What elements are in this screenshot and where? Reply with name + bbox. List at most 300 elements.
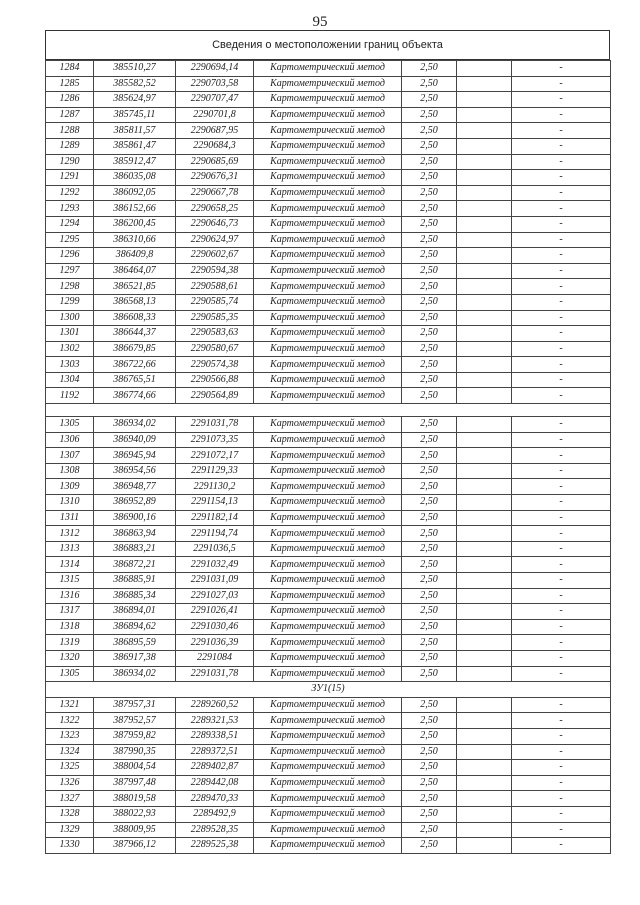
- y-coordinate-cell: 2290694,14: [176, 61, 254, 77]
- accuracy-cell: 2,50: [402, 713, 457, 729]
- empty-cell: [457, 388, 512, 404]
- y-coordinate-cell: 2290667,78: [176, 185, 254, 201]
- x-coordinate-cell: 386200,45: [94, 216, 176, 232]
- y-coordinate-cell: 2291036,39: [176, 635, 254, 651]
- empty-cell: [457, 806, 512, 822]
- y-coordinate-cell: 2290583,63: [176, 326, 254, 342]
- method-cell: Картометрический метод: [254, 310, 402, 326]
- empty-cell: [457, 791, 512, 807]
- x-coordinate-cell: 388004,54: [94, 760, 176, 776]
- x-coordinate-cell: 387959,82: [94, 728, 176, 744]
- y-coordinate-cell: 2290685,69: [176, 154, 254, 170]
- note-cell: -: [512, 294, 611, 310]
- y-coordinate-cell: 2290684,3: [176, 138, 254, 154]
- note-cell: -: [512, 263, 611, 279]
- document-sheet: [45, 30, 610, 854]
- y-coordinate-cell: 2291084: [176, 650, 254, 666]
- empty-cell: [457, 697, 512, 713]
- table-row: [46, 138, 611, 154]
- accuracy-cell: 2,50: [402, 216, 457, 232]
- empty-cell: [457, 232, 512, 248]
- accuracy-cell: 2,50: [402, 635, 457, 651]
- point-number-cell: 1321: [46, 697, 94, 713]
- method-cell: Картометрический метод: [254, 357, 402, 373]
- y-coordinate-cell: 2291026,41: [176, 604, 254, 620]
- accuracy-cell: 2,50: [402, 479, 457, 495]
- method-cell: Картометрический метод: [254, 279, 402, 295]
- y-coordinate-cell: 2290687,95: [176, 123, 254, 139]
- y-coordinate-cell: 2290658,25: [176, 201, 254, 217]
- point-number-cell: 1327: [46, 791, 94, 807]
- accuracy-cell: 2,50: [402, 557, 457, 573]
- point-number-cell: 1288: [46, 123, 94, 139]
- method-cell: Картометрический метод: [254, 604, 402, 620]
- point-number-cell: 1322: [46, 713, 94, 729]
- accuracy-cell: 2,50: [402, 357, 457, 373]
- y-coordinate-cell: 2290701,8: [176, 107, 254, 123]
- table-row: [46, 479, 611, 495]
- x-coordinate-cell: 386310,66: [94, 232, 176, 248]
- x-coordinate-cell: 386765,51: [94, 372, 176, 388]
- x-coordinate-cell: 388009,95: [94, 822, 176, 838]
- note-cell: -: [512, 604, 611, 620]
- x-coordinate-cell: 385912,47: [94, 154, 176, 170]
- method-cell: Картометрический метод: [254, 666, 402, 682]
- note-cell: -: [512, 107, 611, 123]
- empty-cell: [457, 510, 512, 526]
- table-row: [46, 263, 611, 279]
- y-coordinate-cell: 2289470,33: [176, 791, 254, 807]
- accuracy-cell: 2,50: [402, 388, 457, 404]
- point-number-cell: 1326: [46, 775, 94, 791]
- table-row: [46, 588, 611, 604]
- point-number-cell: 1299: [46, 294, 94, 310]
- x-coordinate-cell: 386885,34: [94, 588, 176, 604]
- table-row: [46, 791, 611, 807]
- table-row: [46, 92, 611, 108]
- y-coordinate-cell: 2291032,49: [176, 557, 254, 573]
- x-coordinate-cell: 386409,8: [94, 248, 176, 264]
- x-coordinate-cell: 386885,91: [94, 573, 176, 589]
- empty-cell: [457, 310, 512, 326]
- method-cell: Картометрический метод: [254, 201, 402, 217]
- y-coordinate-cell: 2289492,9: [176, 806, 254, 822]
- accuracy-cell: 2,50: [402, 123, 457, 139]
- table-row: [46, 154, 611, 170]
- method-cell: Картометрический метод: [254, 713, 402, 729]
- point-number-cell: 1300: [46, 310, 94, 326]
- x-coordinate-cell: 386863,94: [94, 526, 176, 542]
- accuracy-cell: 2,50: [402, 341, 457, 357]
- empty-cell: [457, 432, 512, 448]
- table-row: [46, 775, 611, 791]
- table-row: [46, 76, 611, 92]
- x-coordinate-cell: 386092,05: [94, 185, 176, 201]
- table-row: [46, 279, 611, 295]
- x-coordinate-cell: 386035,08: [94, 170, 176, 186]
- y-coordinate-cell: 2290594,38: [176, 263, 254, 279]
- y-coordinate-cell: 2289260,52: [176, 697, 254, 713]
- note-cell: -: [512, 635, 611, 651]
- y-coordinate-cell: 2289372,51: [176, 744, 254, 760]
- empty-cell: [457, 326, 512, 342]
- accuracy-cell: 2,50: [402, 372, 457, 388]
- table-row: [46, 432, 611, 448]
- empty-cell: [457, 775, 512, 791]
- x-coordinate-cell: 386934,02: [94, 666, 176, 682]
- y-coordinate-cell: 2291154,13: [176, 495, 254, 511]
- y-coordinate-cell: 2291072,17: [176, 448, 254, 464]
- table-row: [46, 760, 611, 776]
- point-number-cell: 1289: [46, 138, 94, 154]
- method-cell: Картометрический метод: [254, 806, 402, 822]
- empty-cell: [457, 822, 512, 838]
- point-number-cell: 1285: [46, 76, 94, 92]
- note-cell: -: [512, 463, 611, 479]
- empty-cell: [457, 170, 512, 186]
- note-cell: -: [512, 372, 611, 388]
- note-cell: -: [512, 806, 611, 822]
- x-coordinate-cell: 386895,59: [94, 635, 176, 651]
- x-coordinate-cell: 386948,77: [94, 479, 176, 495]
- empty-cell: [457, 279, 512, 295]
- y-coordinate-cell: 2290580,67: [176, 341, 254, 357]
- note-cell: -: [512, 557, 611, 573]
- point-number-cell: 1324: [46, 744, 94, 760]
- point-number-cell: 1314: [46, 557, 94, 573]
- note-cell: -: [512, 92, 611, 108]
- x-coordinate-cell: 386644,37: [94, 326, 176, 342]
- table-row: [46, 838, 611, 854]
- note-cell: -: [512, 248, 611, 264]
- y-coordinate-cell: 2290707,47: [176, 92, 254, 108]
- empty-cell: [457, 541, 512, 557]
- section-label: ЗУ1(15): [46, 682, 611, 698]
- empty-cell: [457, 107, 512, 123]
- empty-cell: [457, 635, 512, 651]
- y-coordinate-cell: 2291031,09: [176, 573, 254, 589]
- table-row: [46, 697, 611, 713]
- note-cell: -: [512, 357, 611, 373]
- note-cell: -: [512, 713, 611, 729]
- point-number-cell: 1294: [46, 216, 94, 232]
- empty-cell: [457, 76, 512, 92]
- point-number-cell: 1304: [46, 372, 94, 388]
- method-cell: Картометрический метод: [254, 822, 402, 838]
- y-coordinate-cell: 2291129,33: [176, 463, 254, 479]
- accuracy-cell: 2,50: [402, 448, 457, 464]
- x-coordinate-cell: 386774,66: [94, 388, 176, 404]
- accuracy-cell: 2,50: [402, 263, 457, 279]
- note-cell: -: [512, 666, 611, 682]
- accuracy-cell: 2,50: [402, 232, 457, 248]
- method-cell: Картометрический метод: [254, 154, 402, 170]
- accuracy-cell: 2,50: [402, 697, 457, 713]
- method-cell: Картометрический метод: [254, 463, 402, 479]
- y-coordinate-cell: 2290585,35: [176, 310, 254, 326]
- x-coordinate-cell: 386940,09: [94, 432, 176, 448]
- y-coordinate-cell: 2290602,67: [176, 248, 254, 264]
- x-coordinate-cell: 386894,62: [94, 619, 176, 635]
- method-cell: Картометрический метод: [254, 791, 402, 807]
- method-cell: Картометрический метод: [254, 216, 402, 232]
- table-row: [46, 310, 611, 326]
- table-row: [46, 61, 611, 77]
- note-cell: -: [512, 791, 611, 807]
- accuracy-cell: 2,50: [402, 170, 457, 186]
- point-number-cell: 1320: [46, 650, 94, 666]
- note-cell: -: [512, 697, 611, 713]
- note-cell: -: [512, 279, 611, 295]
- accuracy-cell: 2,50: [402, 138, 457, 154]
- accuracy-cell: 2,50: [402, 294, 457, 310]
- accuracy-cell: 2,50: [402, 510, 457, 526]
- point-number-cell: 1297: [46, 263, 94, 279]
- accuracy-cell: 2,50: [402, 185, 457, 201]
- accuracy-cell: 2,50: [402, 61, 457, 77]
- accuracy-cell: 2,50: [402, 666, 457, 682]
- method-cell: Картометрический метод: [254, 495, 402, 511]
- method-cell: Картометрический метод: [254, 744, 402, 760]
- method-cell: Картометрический метод: [254, 123, 402, 139]
- table-row: [46, 123, 611, 139]
- note-cell: -: [512, 448, 611, 464]
- method-cell: Картометрический метод: [254, 185, 402, 201]
- table-row: [46, 185, 611, 201]
- point-number-cell: 1307: [46, 448, 94, 464]
- empty-cell: [457, 263, 512, 279]
- x-coordinate-cell: 385582,52: [94, 76, 176, 92]
- empty-cell: [457, 463, 512, 479]
- method-cell: Картометрический метод: [254, 61, 402, 77]
- table-row: [46, 510, 611, 526]
- note-cell: -: [512, 388, 611, 404]
- point-number-cell: 1309: [46, 479, 94, 495]
- note-cell: -: [512, 232, 611, 248]
- note-cell: -: [512, 216, 611, 232]
- y-coordinate-cell: 2290624,97: [176, 232, 254, 248]
- method-cell: Картометрический метод: [254, 526, 402, 542]
- note-cell: -: [512, 154, 611, 170]
- accuracy-cell: 2,50: [402, 92, 457, 108]
- method-cell: Картометрический метод: [254, 294, 402, 310]
- empty-cell: [457, 154, 512, 170]
- accuracy-cell: 2,50: [402, 791, 457, 807]
- empty-cell: [457, 61, 512, 77]
- point-number-cell: 1311: [46, 510, 94, 526]
- x-coordinate-cell: 385745,11: [94, 107, 176, 123]
- method-cell: Картометрический метод: [254, 372, 402, 388]
- method-cell: Картометрический метод: [254, 760, 402, 776]
- empty-cell: [457, 666, 512, 682]
- table-row: [46, 294, 611, 310]
- point-number-cell: 1192: [46, 388, 94, 404]
- table-row: [46, 232, 611, 248]
- method-cell: Картометрический метод: [254, 263, 402, 279]
- table-row: [46, 822, 611, 838]
- note-cell: -: [512, 201, 611, 217]
- x-coordinate-cell: 386521,85: [94, 279, 176, 295]
- accuracy-cell: 2,50: [402, 619, 457, 635]
- point-number-cell: 1305: [46, 666, 94, 682]
- empty-cell: [457, 138, 512, 154]
- table-row: [46, 744, 611, 760]
- empty-cell: [457, 123, 512, 139]
- y-coordinate-cell: 2290574,38: [176, 357, 254, 373]
- accuracy-cell: 2,50: [402, 432, 457, 448]
- empty-cell: [457, 201, 512, 217]
- note-cell: -: [512, 838, 611, 854]
- y-coordinate-cell: 2291036,5: [176, 541, 254, 557]
- accuracy-cell: 2,50: [402, 806, 457, 822]
- method-cell: Картометрический метод: [254, 341, 402, 357]
- x-coordinate-cell: 386872,21: [94, 557, 176, 573]
- accuracy-cell: 2,50: [402, 760, 457, 776]
- accuracy-cell: 2,50: [402, 279, 457, 295]
- accuracy-cell: 2,50: [402, 154, 457, 170]
- page-number: 95: [312, 14, 328, 30]
- note-cell: -: [512, 61, 611, 77]
- x-coordinate-cell: 386954,56: [94, 463, 176, 479]
- table-row: [46, 463, 611, 479]
- method-cell: Картометрический метод: [254, 326, 402, 342]
- point-number-cell: 1328: [46, 806, 94, 822]
- table-row: [46, 107, 611, 123]
- x-coordinate-cell: 386608,33: [94, 310, 176, 326]
- point-number-cell: 1290: [46, 154, 94, 170]
- empty-cell: [457, 573, 512, 589]
- note-cell: -: [512, 510, 611, 526]
- table-row: [46, 541, 611, 557]
- y-coordinate-cell: 2289525,38: [176, 838, 254, 854]
- table-row: [46, 341, 611, 357]
- x-coordinate-cell: 386883,21: [94, 541, 176, 557]
- table-row: [46, 372, 611, 388]
- x-coordinate-cell: 387966,12: [94, 838, 176, 854]
- note-cell: -: [512, 310, 611, 326]
- y-coordinate-cell: 2291031,78: [176, 417, 254, 433]
- point-number-cell: 1308: [46, 463, 94, 479]
- point-number-cell: 1292: [46, 185, 94, 201]
- y-coordinate-cell: 2291130,2: [176, 479, 254, 495]
- note-cell: -: [512, 495, 611, 511]
- empty-cell: [457, 341, 512, 357]
- note-cell: -: [512, 185, 611, 201]
- note-cell: -: [512, 170, 611, 186]
- coordinates-table: [45, 60, 611, 854]
- accuracy-cell: 2,50: [402, 417, 457, 433]
- note-cell: -: [512, 123, 611, 139]
- empty-cell: [457, 588, 512, 604]
- method-cell: Картометрический метод: [254, 635, 402, 651]
- point-number-cell: 1313: [46, 541, 94, 557]
- y-coordinate-cell: 2289338,51: [176, 728, 254, 744]
- accuracy-cell: 2,50: [402, 604, 457, 620]
- note-cell: -: [512, 775, 611, 791]
- x-coordinate-cell: 388022,93: [94, 806, 176, 822]
- empty-cell: [457, 838, 512, 854]
- point-number-cell: 1286: [46, 92, 94, 108]
- table-row: [46, 557, 611, 573]
- x-coordinate-cell: 386952,89: [94, 495, 176, 511]
- note-cell: -: [512, 76, 611, 92]
- x-coordinate-cell: 385624,97: [94, 92, 176, 108]
- point-number-cell: 1303: [46, 357, 94, 373]
- y-coordinate-cell: 2290676,31: [176, 170, 254, 186]
- accuracy-cell: 2,50: [402, 728, 457, 744]
- point-number-cell: 1291: [46, 170, 94, 186]
- separator-row: [46, 404, 611, 417]
- point-number-cell: 1305: [46, 417, 94, 433]
- empty-cell: [457, 448, 512, 464]
- point-number-cell: 1284: [46, 61, 94, 77]
- empty-cell: [457, 92, 512, 108]
- y-coordinate-cell: 2290646,73: [176, 216, 254, 232]
- method-cell: Картометрический метод: [254, 432, 402, 448]
- method-cell: Картометрический метод: [254, 588, 402, 604]
- empty-cell: [457, 294, 512, 310]
- table-row: [46, 573, 611, 589]
- method-cell: Картометрический метод: [254, 388, 402, 404]
- accuracy-cell: 2,50: [402, 310, 457, 326]
- table-row: [46, 326, 611, 342]
- note-cell: -: [512, 417, 611, 433]
- note-cell: -: [512, 650, 611, 666]
- y-coordinate-cell: 2291194,74: [176, 526, 254, 542]
- accuracy-cell: 2,50: [402, 588, 457, 604]
- point-number-cell: 1317: [46, 604, 94, 620]
- note-cell: -: [512, 541, 611, 557]
- accuracy-cell: 2,50: [402, 201, 457, 217]
- note-cell: -: [512, 619, 611, 635]
- accuracy-cell: 2,50: [402, 775, 457, 791]
- x-coordinate-cell: 386945,94: [94, 448, 176, 464]
- x-coordinate-cell: 388019,58: [94, 791, 176, 807]
- x-coordinate-cell: 385811,57: [94, 123, 176, 139]
- empty-cell: [457, 495, 512, 511]
- accuracy-cell: 2,50: [402, 248, 457, 264]
- table-row: [46, 448, 611, 464]
- y-coordinate-cell: 2289321,53: [176, 713, 254, 729]
- empty-cell: [457, 744, 512, 760]
- table-row: [46, 526, 611, 542]
- point-number-cell: 1298: [46, 279, 94, 295]
- y-coordinate-cell: 2289402,87: [176, 760, 254, 776]
- accuracy-cell: 2,50: [402, 838, 457, 854]
- table-row: [46, 170, 611, 186]
- note-cell: -: [512, 588, 611, 604]
- x-coordinate-cell: 386722,66: [94, 357, 176, 373]
- table-title: Сведения о местоположении границ объекта: [45, 30, 610, 60]
- note-cell: -: [512, 479, 611, 495]
- method-cell: Картометрический метод: [254, 619, 402, 635]
- accuracy-cell: 2,50: [402, 76, 457, 92]
- point-number-cell: 1306: [46, 432, 94, 448]
- point-number-cell: 1310: [46, 495, 94, 511]
- x-coordinate-cell: 385510,27: [94, 61, 176, 77]
- table-row: [46, 713, 611, 729]
- method-cell: Картометрический метод: [254, 138, 402, 154]
- point-number-cell: 1323: [46, 728, 94, 744]
- x-coordinate-cell: 386900,16: [94, 510, 176, 526]
- y-coordinate-cell: 2290703,58: [176, 76, 254, 92]
- method-cell: Картометрический метод: [254, 541, 402, 557]
- method-cell: Картометрический метод: [254, 650, 402, 666]
- x-coordinate-cell: 387997,48: [94, 775, 176, 791]
- method-cell: Картометрический метод: [254, 510, 402, 526]
- method-cell: Картометрический метод: [254, 775, 402, 791]
- x-coordinate-cell: 387952,57: [94, 713, 176, 729]
